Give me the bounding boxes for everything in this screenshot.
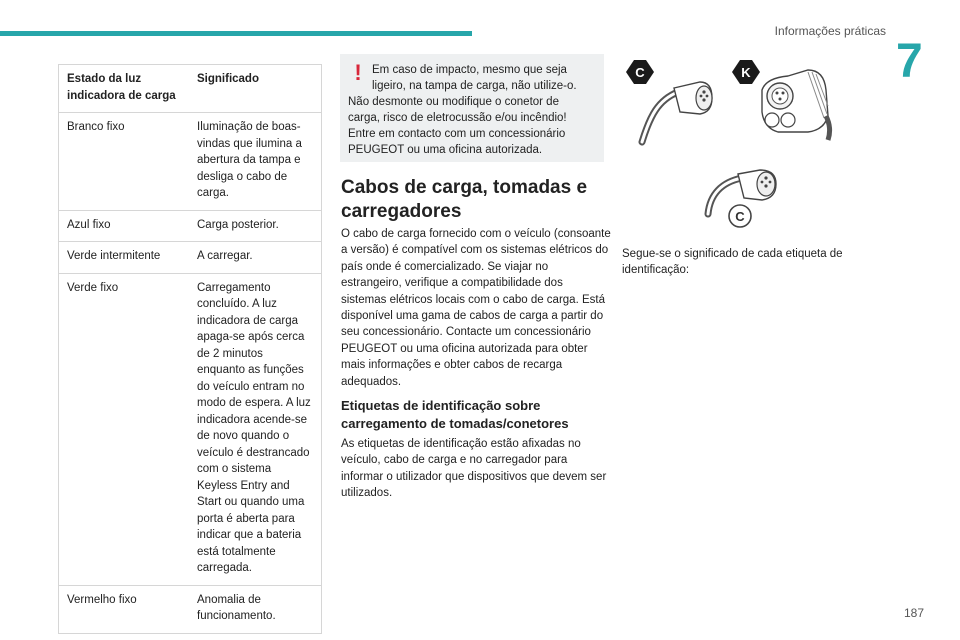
table-cell-state: Verde fixo xyxy=(59,273,190,585)
table-row xyxy=(59,242,322,274)
label-c-text: C xyxy=(735,209,745,224)
label-k-text: K xyxy=(741,65,751,80)
cables-heading: Cabos de carga, tomadas e carregadores xyxy=(341,177,588,222)
table-header-row xyxy=(59,65,322,113)
table-cell-meaning: Carga posterior. xyxy=(189,210,322,242)
exclamation-icon: ! xyxy=(354,60,362,85)
table-row xyxy=(59,210,322,242)
table-cell-state: Vermelho fixo xyxy=(59,585,190,633)
warning-box xyxy=(340,54,604,162)
header-accent-bar xyxy=(0,31,472,36)
table-cell-meaning: Anomalia de funcionamento. xyxy=(189,585,322,633)
connector-c-figure-2 xyxy=(696,164,786,238)
table-cell-meaning: A carregar. xyxy=(189,242,322,274)
chapter-number: 7 xyxy=(896,35,923,88)
table-header-state: Estado da luz indicadora de carga xyxy=(59,65,190,113)
table-header-meaning: Significado xyxy=(189,65,322,113)
cables-paragraph: O cabo de carga fornecido com o veículo (consoante a versão) é compatível com os sistemas elétricos do país onde é comercializado. Se viajar no estrangeiro, verifique a compatibilidade dos sistemas elétricos locais com o cabo de carga. Está disponível uma gama de cabos de carga a partir do seu concessionário. Contacte um concessionário PEUGEOT ou uma oficina autorizada para obter mais informações e obter cabos de recarga adequados. xyxy=(341,228,611,388)
table-cell-state: Branco fixo xyxy=(59,113,190,211)
table-cell-state: Azul fixo xyxy=(59,210,190,242)
labels-paragraph: As etiquetas de identificação estão afixadas no veículo, cabo de carga e no carregador para informar o utilizador que dispositivos que devem ser utilizados. xyxy=(341,438,607,500)
charge-indicator-table xyxy=(58,64,322,634)
labels-heading: Etiquetas de identificação sobre carregamento de tomadas/conetores xyxy=(341,398,569,431)
label-c-text: C xyxy=(635,65,645,80)
section-title: Informações práticas xyxy=(774,24,886,38)
table-row xyxy=(59,113,322,211)
socket-k-figure xyxy=(728,56,838,146)
warning-line-1: Em caso de impacto, mesmo que seja ligeiro, na tampa de carga, não utilize-o. xyxy=(372,64,577,92)
warning-line-2: Não desmonte ou modifique o conetor de carga, risco de eletrocussão e/ou incêndio! xyxy=(348,96,567,124)
table-cell-meaning: Carregamento concluído. A luz indicadora de carga apaga-se após cerca de 2 minutos enquanto as funções do veículo entram no modo de espera. A luz indicadora acende-se de novo quando o veículo é destrancado com o sistema Keyless Entry and Start ou quando uma porta é aberta para indicar que a bateria está totalmente carregada. xyxy=(189,273,322,585)
table-row xyxy=(59,585,322,633)
table-row xyxy=(59,273,322,585)
labels-caption: Segue-se o significado de cada etiqueta de identificação: xyxy=(622,248,843,277)
table-cell-state: Verde intermitente xyxy=(59,242,190,274)
connector-c-figure xyxy=(620,56,725,146)
page-number: 187 xyxy=(903,606,924,620)
table-cell-meaning: Iluminação de boas-vindas que ilumina a abertura da tampa e desliga o cabo de carga. xyxy=(189,113,322,211)
warning-line-3: Entre em contacto com um concessionário PEUGEOT ou uma oficina autorizada. xyxy=(348,128,566,156)
